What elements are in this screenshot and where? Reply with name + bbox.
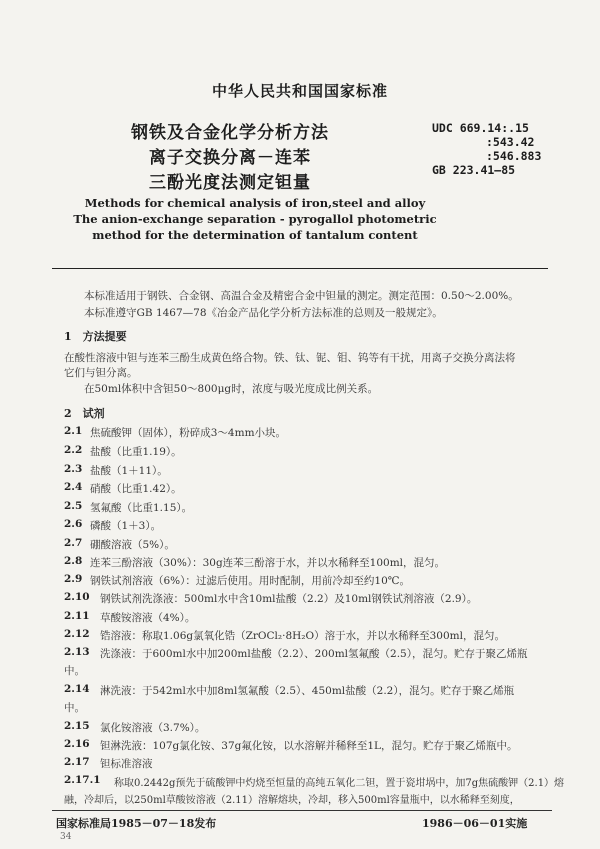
reagent-text: 硝酸（比重1.42）。 (90, 483, 182, 495)
section-1-para-2: 在50ml体积中含钽50～800μg时，浓度与吸光度成比例关系。 (84, 383, 379, 395)
cn-title-line-1: 钢铁及合金化学分析方法 (131, 123, 329, 143)
reagent-text: 连苯三酚溶液（30%）：30g连苯三酚溶于水，并以水稀释至100ml，混匀。 (90, 557, 446, 569)
reagent-num: 2.14 (64, 683, 90, 695)
udc-code: UDC 669.14:.15 (432, 121, 529, 135)
reagent-num: 2.8 (64, 555, 83, 567)
footer-rule (52, 810, 552, 811)
reagent-num: 2.11 (64, 610, 90, 622)
reagent-text-continued: 中。 (64, 665, 85, 677)
issue-date: 国家标准局1985－07－18发布 (56, 817, 217, 830)
implementation-date: 1986－06－01实施 (422, 817, 528, 830)
reagent-num: 2.10 (64, 591, 90, 603)
section-1-para-1-line-1: 在酸性溶液中钽与连苯三酚生成黄色络合物。铁、钛、铌、钼、钨等有干扰，用离子交换分离法将 (64, 352, 516, 364)
reagent-text-continued: 中。 (64, 702, 85, 714)
reagent-text: 焦硫酸钾（固体），粉碎成3～4mm小块。 (90, 427, 287, 439)
reagent-num: 2.9 (64, 573, 83, 585)
reagent-num: 2.7 (64, 537, 83, 549)
reagent-num: 2.1 (64, 425, 83, 437)
section-2-heading: 2 试剂 (64, 407, 105, 420)
section-1-para-1-line-2: 它们与钽分离。 (64, 367, 138, 379)
reagent-num: 2.2 (64, 444, 83, 456)
reagent-num: 2.4 (64, 481, 83, 493)
standard-title: 中华人民共和国国家标准 (211, 82, 388, 100)
gb-code: GB 223.41—85 (432, 163, 516, 177)
section-1-heading: 1 方法提要 (64, 330, 127, 343)
intro-compliance: 本标准遵守GB 1467—78《冶金产品化学分析方法标准的总则及一般规定》。 (84, 307, 443, 319)
reagent-text-continued: 融，冷却后，以250ml草酸铵溶液（2.11）溶解熔块，冷却，移入500ml容量瓶中，以水稀释至刻度， (64, 795, 520, 806)
reagent-text: 氢氟酸（比重1.15）。 (90, 502, 193, 514)
reagent-text: 硼酸溶液（5%）。 (90, 539, 175, 551)
reagent-text: 淋洗液：于542ml水中加8ml氢氟酸（2.5）、450ml盐酸（2.2），混匀。贮存于聚乙烯瓶 (100, 685, 515, 697)
page-number: 34 (60, 832, 72, 842)
cn-title-line-2: 离子交换分离－连苯 (149, 148, 311, 168)
reagent-num: 2.5 (64, 500, 83, 512)
reagent-num: 2.13 (64, 646, 90, 658)
reagent-text: 钽标准溶液 (100, 758, 153, 770)
reagent-text: 盐酸（比重1.19）。 (90, 446, 182, 458)
reagent-text: 钢铁试剂溶液（6%）：过滤后使用。用时配制，用前冷却至约10℃。 (90, 575, 411, 587)
cn-title-line-3: 三酚光度法测定钽量 (149, 173, 311, 193)
reagent-num: 2.17 (64, 756, 90, 768)
reagent-text: 称取0.2442g预先于硫酸钾中灼烧至恒量的高纯五氧化二钽，置于瓷坩埚中，加7g焦硫酸钾（2.1）熔 (114, 778, 565, 789)
reagent-num: 2.17.1 (64, 774, 101, 786)
reagent-num: 2.12 (64, 628, 90, 640)
reagent-text: 锆溶液：称取1.06g氯氧化锆（ZrOCl₂·8H₂O）溶于水，并以水稀释至300ml，混匀。 (100, 630, 505, 642)
reagent-text: 磷酸（1＋3）。 (90, 520, 162, 532)
en-title-line-1: Methods for chemical analysis of iron,steel and alloy (84, 196, 426, 210)
en-title-line-2: The anion-exchange separation - pyrogallol photometric (73, 212, 437, 226)
reagent-text: 钢铁试剂洗涤液：500ml水中含10ml盐酸（2.2）及10ml钢铁试剂溶液（2.9）。 (100, 593, 478, 605)
reagent-num: 2.15 (64, 720, 90, 732)
en-title-line-3: method for the determination of tantalum content (92, 228, 418, 242)
header-rule (52, 268, 548, 269)
reagent-num: 2.3 (64, 463, 83, 475)
intro-scope: 本标准适用于钢铁、合金钢、高温合金及精密合金中钽量的测定。测定范围：0.50～2.00%。 (84, 290, 519, 302)
udc-sub-1: :543.42 (486, 135, 535, 149)
reagent-num: 2.16 (64, 738, 90, 750)
reagent-text: 盐酸（1＋11）。 (90, 465, 168, 477)
reagent-text: 草酸铵溶液（4%）。 (100, 612, 196, 624)
reagent-text: 钽淋洗液：107g氯化铵、37g氟化铵，以水溶解并稀释至1L，混匀。贮存于聚乙烯瓶中。 (100, 740, 518, 752)
reagent-num: 2.6 (64, 518, 83, 530)
reagent-text: 洗涤液：于600ml水中加200ml盐酸（2.2）、200ml氢氟酸（2.5），混匀。贮存于聚乙烯瓶 (100, 648, 528, 660)
reagent-text: 氯化铵溶液（3.7%）。 (100, 722, 206, 734)
udc-sub-2: :546.883 (486, 149, 542, 163)
